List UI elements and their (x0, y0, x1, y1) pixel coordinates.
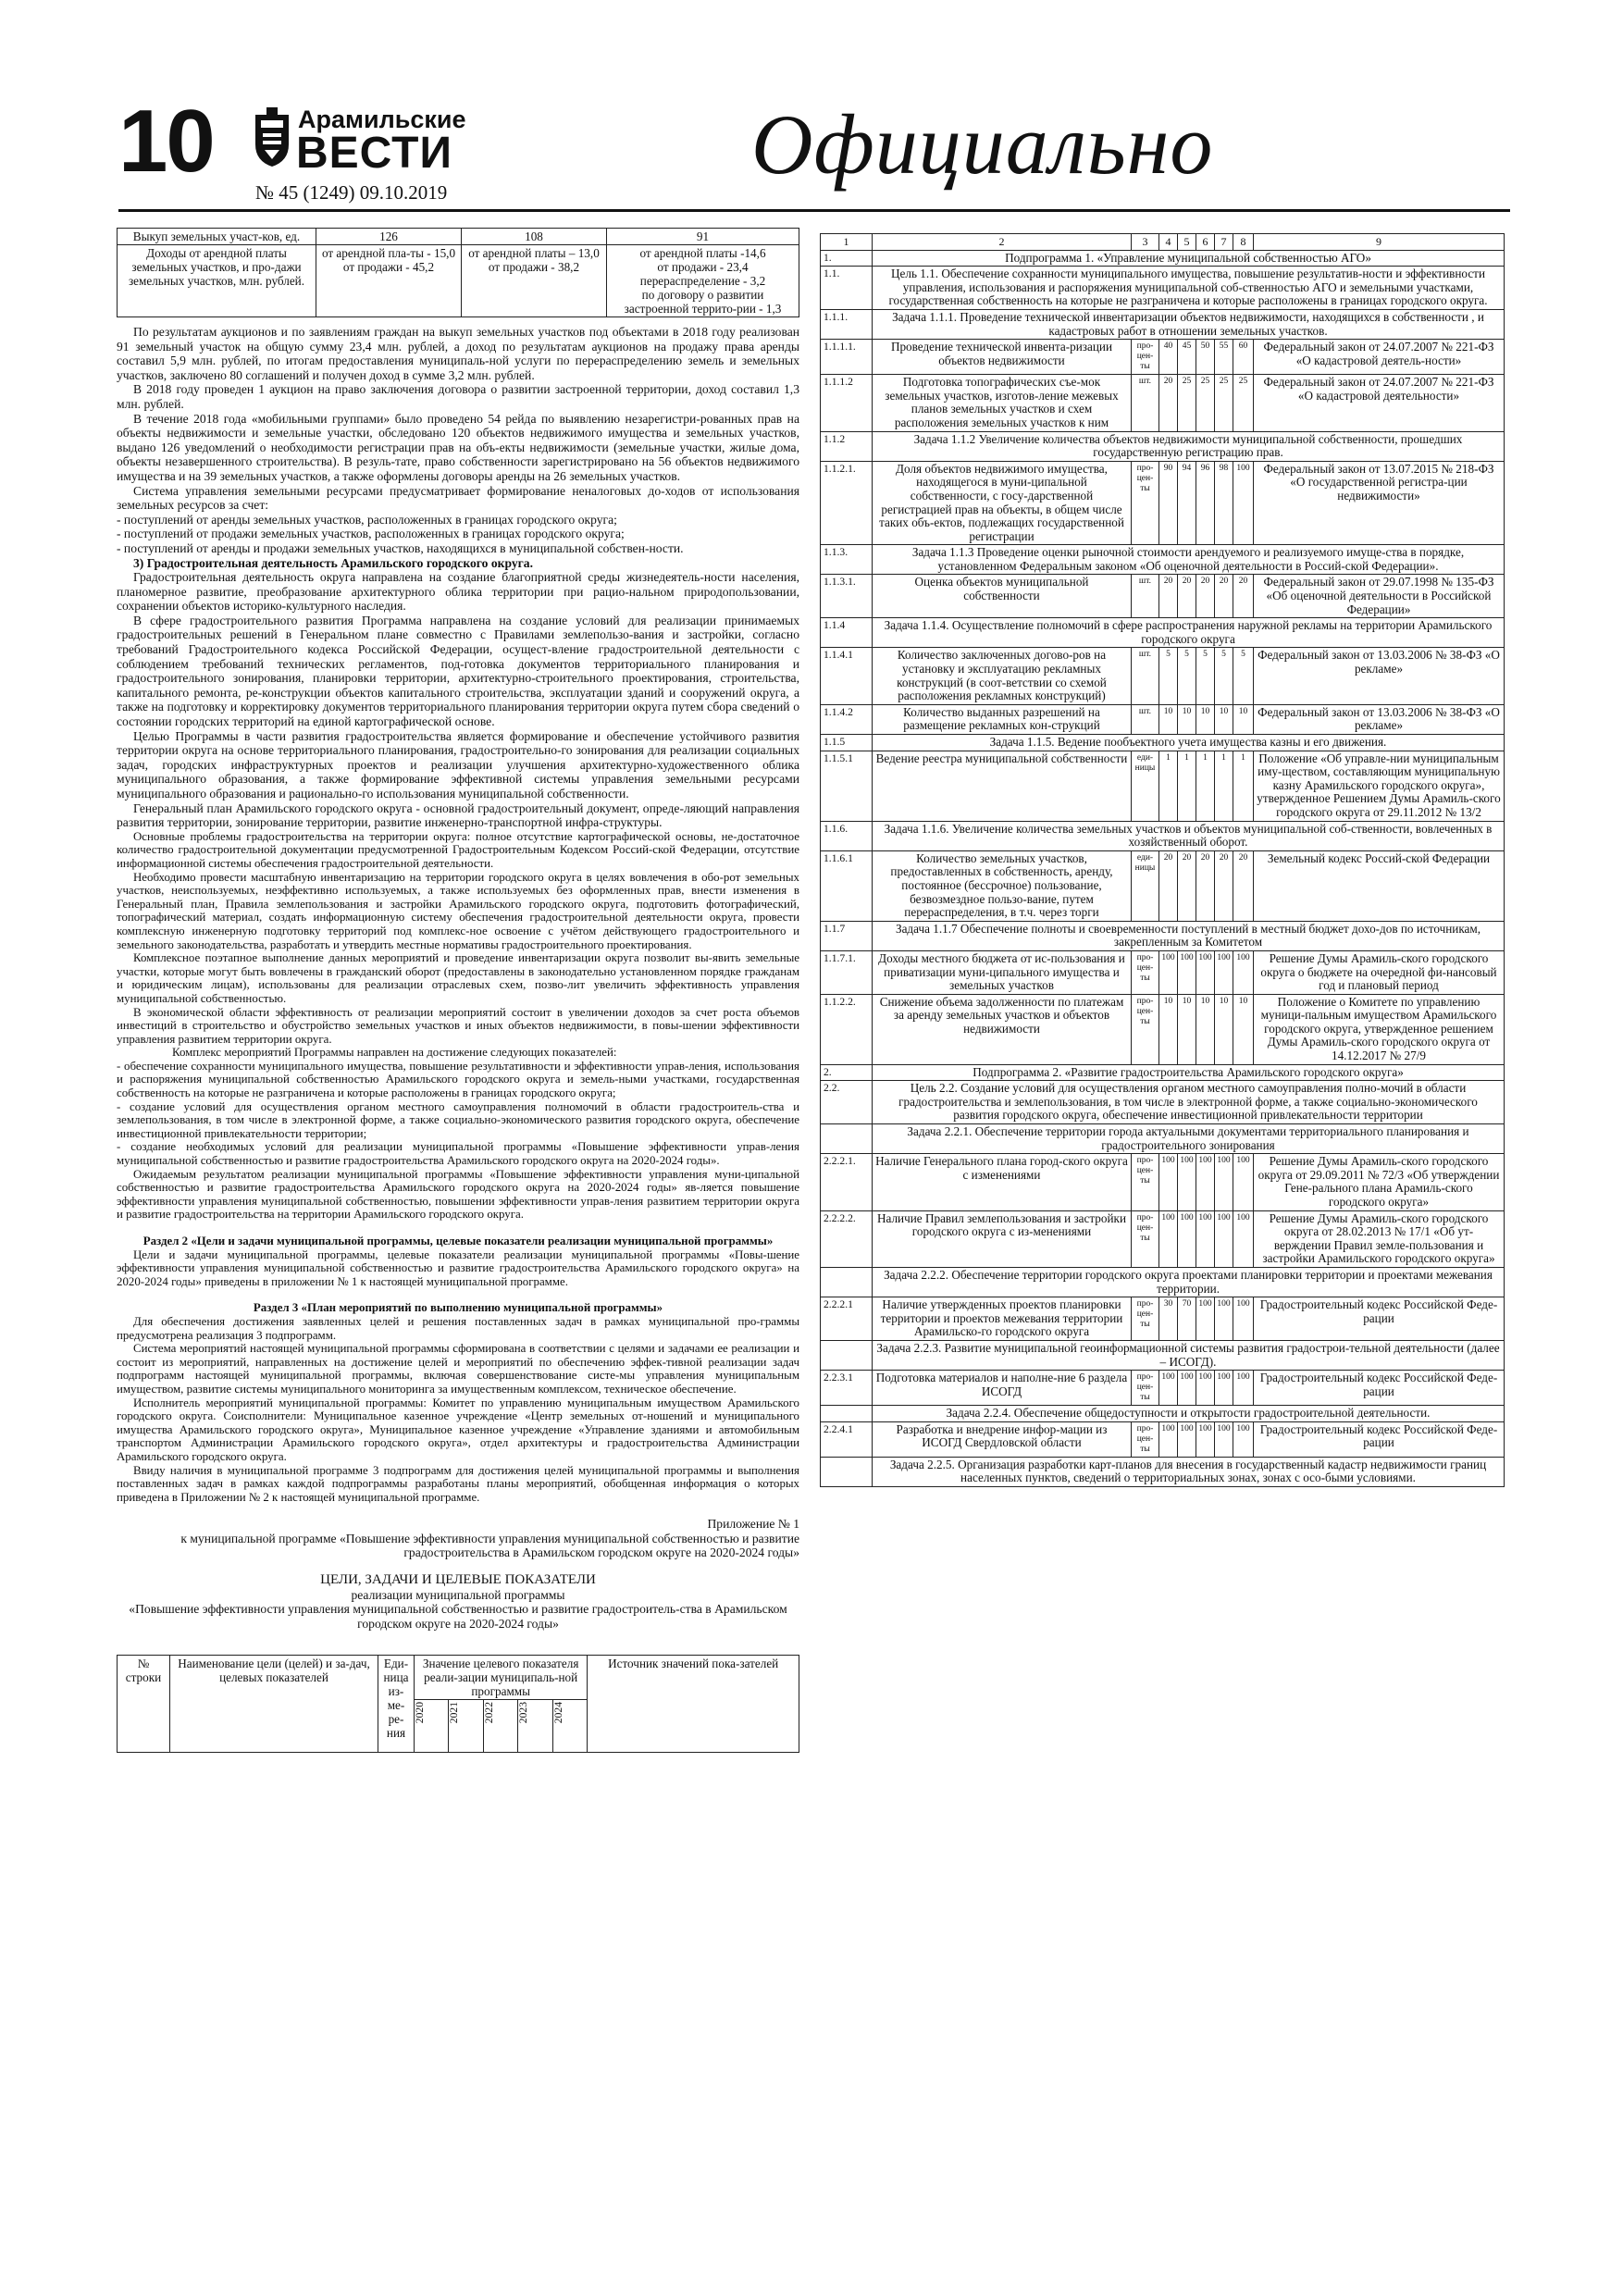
task-description: Задача 1.1.7 Обеспечение полноты и своевременности поступлений в местный бюджет дохо-дов по источникам, закрепленным за Комитетом (873, 921, 1505, 950)
indicator-name: Доходы местного бюджета от ис-пользования и приватизации муни-ципального имущества и земельных участков (873, 950, 1132, 994)
table-row (821, 994, 1505, 1064)
value-cell: 5 (1233, 648, 1254, 704)
value-cell: 100 (1178, 1371, 1196, 1406)
table-row (821, 1124, 1505, 1154)
value-cell: 10 (1233, 994, 1254, 1064)
value-cell: 5 (1196, 648, 1215, 704)
city-crest-icon (252, 107, 292, 168)
value-cell: 1 (1159, 751, 1178, 821)
paragraph: Градостроительная деятельность округа направлена на создание благоприятной среды жизнедеятель-ности населения, планомерное развитие, преобразование архитектурного облика территории при рацио-нальном природопользовании, сохранении объектов историко-культурного наследия. (117, 570, 799, 614)
table-row (821, 821, 1505, 850)
row-number: 1.1.7 (821, 921, 873, 950)
value-cell: 1 (1215, 751, 1233, 821)
value-cell: 20 (1215, 575, 1233, 618)
column-header: Источник значений пока-зателей (588, 1656, 799, 1753)
column-number: 6 (1196, 234, 1215, 251)
task-description: Задача 2.2.2. Обеспечение территории городского округа проектами планировки территории и проектами межевания территории. (873, 1267, 1505, 1297)
logo-title-big: ВЕСТИ (296, 129, 452, 178)
source-cell: Градостроительный кодекс Российской Феде-рации (1254, 1371, 1505, 1406)
unit-cell: про-цен-ты (1132, 1371, 1159, 1406)
value-cell: 100 (1196, 1154, 1215, 1210)
task-description: Задача 1.1.2 Увеличение количества объектов недвижимости муниципальной собственности, прошедших государственную регистрацию прав. (873, 431, 1505, 461)
row-number (821, 1340, 873, 1370)
paragraph: Для обеспечения достижения заявленных целей и решения поставленных задач в рамках муниципальной про-граммы предусмотрена реализация 3 подпрограмм. (117, 1314, 799, 1342)
paragraph: По результатам аукционов и по заявлениям граждан на выкуп земельных участков под объектами в 2018 году реализован 91 земельный участок на общую сумму 23,4 млн. рублей, а доход по результатам аукционов на продажу права аренды составил 5,9 млн. рублей, по итогам предоставления муниципаль-ной услуги по перераспределению земель и земельных участков, заключено 80 соглашений и получен доход в сумме 3,2 млн. рублей. (117, 325, 799, 382)
table-row (821, 921, 1505, 950)
indicator-name: Доля объектов недвижимого имущества, находящегося в муни-ципальной собственности, с госу-дарственной регистрацией прав на объекты, в общем числе таких объ-ектов, подлежащих государственной регистрации (873, 461, 1132, 545)
row-number: 1.1.3. (821, 545, 873, 575)
table-row (821, 461, 1505, 545)
row-number: 1.1.4.1 (821, 648, 873, 704)
value-cell: 100 (1215, 950, 1233, 994)
unit-cell: про-цен-ты (1132, 340, 1159, 375)
row-number (821, 1267, 873, 1297)
unit-cell: шт. (1132, 648, 1159, 704)
table-row (821, 545, 1505, 575)
value-cell: 70 (1178, 1297, 1196, 1341)
value-cell: 20 (1196, 575, 1215, 618)
year-header: 2020 (414, 1702, 426, 1724)
value-cell: 100 (1196, 950, 1215, 994)
value-cell: 10 (1196, 994, 1215, 1064)
row-number: 1.1.4 (821, 618, 873, 648)
goals-title: ЦЕЛИ, ЗАДАЧИ И ЦЕЛЕВЫЕ ПОКАЗАТЕЛИ (320, 1572, 596, 1588)
indicator-name: Наличие Генерального плана город-ского округа с изменениями (873, 1154, 1132, 1210)
table-row (821, 267, 1505, 310)
value-cell: 90 (1159, 461, 1178, 545)
value-cell: 100 (1159, 1154, 1178, 1210)
value-cell: 100 (1159, 1210, 1178, 1267)
value-cell: 100 (1215, 1371, 1233, 1406)
paragraph: Комплексное поэтапное выполнение данных мероприятий и проведение инвентаризации округа позволит вы-явить земельные участки, которые могут быть вовлечены в гражданский оборот (предоставлены в законодательно установленном порядке гражданам и юридическим лицам), использованы для реализации отраслевых схем, позво-лит увеличить эффективность управления муниципальной собственностью. (117, 951, 799, 1005)
table-row (821, 735, 1505, 751)
value-cell: 1 (1196, 751, 1215, 821)
unit-cell: еди-ницы (1132, 850, 1159, 921)
table-cell: Доходы от арендной платы земельных участков, и про-дажи земельных участков, млн. рублей. (118, 245, 316, 317)
value-cell: 25 (1178, 375, 1196, 431)
value-cell: 100 (1233, 1421, 1254, 1457)
column-number: 4 (1159, 234, 1178, 251)
task-description: Задача 1.1.4. Осуществление полномочий в сфере распространения наружной рекламы на территории Арамильского городского округа (873, 618, 1505, 648)
task-description: Задача 1.1.5. Ведение пообъектного учета имущества казны и его движения. (873, 735, 1505, 751)
issue-number: № 45 (1249) 09.10.2019 (255, 181, 448, 204)
row-number: 1.1.2.1. (821, 461, 873, 545)
table-cell: 126 (316, 229, 462, 245)
section-title: Официально (751, 97, 1214, 192)
column-number: 5 (1178, 234, 1196, 251)
list-item: - поступлений от аренды земельных участков, расположенных в границах городского округа; (117, 512, 617, 527)
row-number: 1.1.3.1. (821, 575, 873, 618)
unit-cell: про-цен-ты (1132, 1210, 1159, 1267)
row-number: 2.2.4.1 (821, 1421, 873, 1457)
source-cell: Решение Думы Арамиль-ского городского округа о бюджете на очередной фи-нансовый год и плановый период (1254, 950, 1505, 994)
unit-cell: шт. (1132, 704, 1159, 734)
indicator-name: Подготовка топографических съе-мок земельных участков, изготов-ление межевых планов земельных участков и схем расположения земельных участков к ним (873, 375, 1132, 431)
value-cell: 100 (1215, 1154, 1233, 1210)
unit-cell: про-цен-ты (1132, 950, 1159, 994)
unit-cell: про-цен-ты (1132, 1154, 1159, 1210)
paragraph: Основные проблемы градостроительства на территории округа: полное отсутствие картографической основы, не-достаточное количество градостроительной документации предусмотренной Градостроительным Кодексом Россий-ской Федерации, отсутствие информационной системы обеспечения градостроительной деятельности. (117, 829, 799, 870)
task-description: Цель 2.2. Создание условий для осуществления органом местного самоуправления полно-мочий в области градостроительства и землепользования, в том числе в электронной форме, а также социально-экономического развития городского округа, обеспечение инвестиционной привлекательности территории (873, 1081, 1505, 1124)
table-row (821, 704, 1505, 734)
section-heading: Раздел 2 «Цели и задачи муниципальной программы, целевые показатели реализации муниципальной программы» (142, 1235, 774, 1247)
value-cell: 20 (1196, 850, 1215, 921)
row-number: 2. (821, 1064, 873, 1081)
page-number: 10 (118, 92, 214, 191)
value-cell: 100 (1233, 950, 1254, 994)
table-row (821, 1421, 1505, 1457)
row-number (821, 1124, 873, 1154)
value-cell: 100 (1233, 1210, 1254, 1267)
table-cell: от арендной платы -14,6 от продажи - 23,4 перераспределение - 3,2 по договору о развитии застроенной террито-рии - 1,3 (607, 245, 799, 317)
value-cell: 94 (1178, 461, 1196, 545)
table-row (821, 1064, 1505, 1081)
table-row (821, 618, 1505, 648)
column-number: 8 (1233, 234, 1254, 251)
paragraph: Необходимо провести масштабную инвентаризацию на территории городского округа в целях вовлечения в обо-рот земельных участков, неиспользуемых, неэффективно используемых, а также используемых без оформленных прав, внести изменения в Генеральный план, Правила землепользования и застройки Арамильского городского округа, подготовить фотографический, топографический материал, создать информационную систему обеспечения градостроительной деятельности округа, провести комплексную инженерную подготовку территорий под комплекс-ное освоение с учётом действующего градостроительного и земельного законодательства, разработать и утвердить местные нормативы градостроительного проектирования. (117, 870, 799, 951)
task-description: Подпрограмма 1. «Управление муниципальной собственностью АГО» (873, 250, 1505, 267)
value-cell: 100 (1178, 1154, 1196, 1210)
table-row (821, 375, 1505, 431)
goals-subtitle: реализации муниципальной программы (351, 1587, 565, 1602)
value-cell: 30 (1159, 1297, 1178, 1341)
table-row (821, 1457, 1505, 1486)
list-item: - поступлений от аренды и продажи земельных участков, находящихся в муниципальной собствен-ности. (117, 540, 684, 555)
value-cell: 10 (1159, 704, 1178, 734)
value-cell: 100 (1196, 1210, 1215, 1267)
table-row (821, 1081, 1505, 1124)
paragraph: Ожидаемым результатом реализации муниципальной программы «Повышение эффективности управления муни-ципальной собственностью и развитие градостроительства Арамильского городского округа на 2020-2024 годы» яв-ляется повышение эффективности управления муниципальной собственностью, повышении эффективности управ-ления развитием территории округа и развитие градостроительства на территории Арамильского городского округа. (117, 1167, 799, 1222)
value-cell: 20 (1178, 575, 1196, 618)
value-cell: 1 (1178, 751, 1196, 821)
value-cell: 20 (1233, 575, 1254, 618)
value-cell: 100 (1196, 1297, 1215, 1341)
row-number: 1.1.6.1 (821, 850, 873, 921)
value-cell: 100 (1215, 1421, 1233, 1457)
source-cell: Федеральный закон от 24.07.2007 № 221-ФЗ «О кадастровой деятельности» (1254, 375, 1505, 431)
column-number: 9 (1254, 234, 1505, 251)
value-cell: 100 (1233, 1297, 1254, 1341)
value-cell: 100 (1196, 1421, 1215, 1457)
value-cell: 20 (1215, 850, 1233, 921)
unit-cell: про-цен-ты (1132, 461, 1159, 545)
table-row (821, 1340, 1505, 1370)
table-cell: от арендной пла-ты - 15,0 от продажи - 45,2 (316, 245, 462, 317)
paragraph: Система мероприятий настоящей муниципальной программы сформирована в соответствии с целями и задачами ее реализации и состоит из мероприятий, направленных на достижение целей и мероприятий по обеспечению эффек-тивной реализации задач подпрограмм настоящей муниципальной программы, включая совершенствование систе-мы управления муниципальным имуществом, развитие системы муниципального мониторинга за имущественным комплексом, техническое обеспечение. (117, 1342, 799, 1396)
value-cell: 100 (1215, 1210, 1233, 1267)
task-description: Цель 1.1. Обеспечение сохранности муниципального имущества, повышение результатив-ности и эффективности управления, использования и распоряжения муниципальной соб-ственностью АГО и земельными участками, государственная собственность на которые не разграничена и которые расположены в границах городского округа. (873, 267, 1505, 310)
row-number: 2.2. (821, 1081, 873, 1124)
source-cell: Федеральный закон от 24.07.2007 № 221-ФЗ «О кадастровой деятель-ности» (1254, 340, 1505, 375)
year-header: 2023 (517, 1702, 530, 1724)
column-header: Значение целевого показателя реали-зации муниципаль-ной программы (415, 1656, 588, 1700)
row-number: 1.1.5.1 (821, 751, 873, 821)
value-cell: 100 (1178, 1421, 1196, 1457)
table-row (821, 340, 1505, 375)
indicator-name: Оценка объектов муниципальной собственности (873, 575, 1132, 618)
table-row (821, 250, 1505, 267)
value-cell: 100 (1196, 1371, 1215, 1406)
unit-cell: про-цен-ты (1132, 1297, 1159, 1341)
source-cell: Земельный кодекс Россий-ской Федерации (1254, 850, 1505, 921)
value-cell: 10 (1233, 704, 1254, 734)
list-item: - поступлений от продажи земельных участков, расположенных в границах городского округа; (117, 527, 625, 541)
value-cell: 96 (1196, 461, 1215, 545)
value-cell: 100 (1159, 950, 1178, 994)
value-cell: 100 (1215, 1297, 1233, 1341)
paragraph: В экономической области эффективность от реализации мероприятий состоит в увеличении доходов за счет роста объемов инвестиций в строительство и обустройство земельных участков и иных объектов недвижимости, в повы-шении эффективности управления развитием территории округа. (117, 1005, 799, 1046)
value-cell: 10 (1178, 704, 1196, 734)
indicator-name: Ведение реестра муниципальной собственности (873, 751, 1132, 821)
table-cell: 91 (607, 229, 799, 245)
paragraph: Система управления земельными ресурсами предусматривает формирование неналоговых до-ходов от использования земельных ресурсов за счет: (117, 483, 799, 513)
list-item: - обеспечение сохранности муниципального имущества, повышение результативности и эффективности управ-ления, использования и распоряжения муниципальной собственностью Арамильского городского округа и земель-ными участками, государственная собственность на которые не разграничена и которые расположены в границах городского округа; (117, 1059, 799, 1100)
value-cell: 10 (1178, 994, 1196, 1064)
paragraph: Комплекс мероприятий Программы направлен на достижение следующих показателей: (172, 1046, 617, 1060)
value-cell: 25 (1215, 375, 1233, 431)
indicator-name: Разработка и внедрение инфор-мации из ИСОГД Свердловской области (873, 1421, 1132, 1457)
value-cell: 25 (1233, 375, 1254, 431)
value-cell: 55 (1215, 340, 1233, 375)
value-cell: 10 (1215, 704, 1233, 734)
value-cell: 20 (1159, 850, 1178, 921)
logo-title-small: Арамильские (298, 105, 466, 133)
row-number: 2.2.2.1. (821, 1154, 873, 1210)
table-row (118, 229, 799, 245)
unit-cell: еди-ницы (1132, 751, 1159, 821)
row-number (821, 1406, 873, 1422)
value-cell: 98 (1215, 461, 1233, 545)
column-number: 1 (821, 234, 873, 251)
value-cell: 5 (1178, 648, 1196, 704)
goals-table-header (117, 1655, 799, 1753)
value-cell: 20 (1178, 850, 1196, 921)
value-cell: 45 (1178, 340, 1196, 375)
indicator-name: Количество выданных разрешений на размещение рекламных кон-струкций (873, 704, 1132, 734)
row-number: 1.1.1. (821, 309, 873, 339)
table-row (821, 751, 1505, 821)
value-cell: 5 (1159, 648, 1178, 704)
value-cell: 100 (1233, 461, 1254, 545)
paragraph: Исполнитель мероприятий муниципальной программы: Комитет по управлению муниципальным имуществом Арамильского городского округа. Соисполнители: Муниципальное казенное учреждение «Центр земельных от-ношений и муниципального имущества Арамильского городского округа», Муниципальное казенное учреждение «Управление зданиями и автомобильным транспортом Администрации Арамильского городского округа», отдел архитектуры и градостроительства Администрации Арамильского городского округа. (117, 1396, 799, 1463)
row-number: 2.2.3.1 (821, 1371, 873, 1406)
column-number: 7 (1215, 234, 1233, 251)
value-cell: 40 (1159, 340, 1178, 375)
table-row (821, 1267, 1505, 1297)
paragraph: Целью Программы в части развития градостроительства является формирование и обеспечение устойчивого развития территории округа на основе территориального планирования, градостроительно-го зонирования для реализации социальных задач, городских инфраструктурных проектов и реализации улучшения архитектурно-художественного облика муниципального образования, а также формирование эффективной системы управления земельными ресурсами муниципального образования и рационально-го использования муниципальной собственности. (117, 728, 799, 800)
value-cell: 25 (1196, 375, 1215, 431)
indicator-name: Количество заключенных догово-ров на установку и эксплуатацию рекламных конструкций (в соот-ветствии со схемой расположения рекламных конструкций) (873, 648, 1132, 704)
row-number: 1.1.2.2. (821, 994, 873, 1064)
row-number: 1.1. (821, 267, 873, 310)
table-row (821, 950, 1505, 994)
table-cell: 108 (462, 229, 607, 245)
source-cell: Положение «Об управле-нии муниципальным иму-ществом, составляющим муниципальную казну Арамильского городского округа», утвержденное Решением Думы Арамиль-ского городского округа от 29.11.2012 № 13/2 (1254, 751, 1505, 821)
task-description: Задача 1.1.3 Проведение оценки рыночной стоимости арендуемого и реализуемого имуще-ства в порядке, установленном Федеральным законом «Об оценочной деятельности в Россий-ской Федерации». (873, 545, 1505, 575)
table-row (821, 1297, 1505, 1341)
source-cell: Решение Думы Арамиль-ского городского округа от 28.02.2013 № 17/1 «Об ут-верждении Правил земле-пользования и застройки Арамильского городского округа» (1254, 1210, 1505, 1267)
unit-cell: про-цен-ты (1132, 1421, 1159, 1457)
source-cell: Решение Думы Арамиль-ского городского округа от 29.09.2011 № 72/3 «Об утверждении Гене-рального плана Арамиль-ского городского округа» (1254, 1154, 1505, 1210)
paragraph: В течение 2018 года «мобильными группами» было проведено 54 рейда по выявлению незарегистри-рованных прав на объекты недвижимости и земельные участки, обследовано 120 объектов недвижимого имущества и земельных участков, выдано 126 уведомлений о необходимости регистрации прав на объ-екты недвижимости (земельные участки, жилые дома, объекты незавершенного строительства). В резуль-тате, право собственности зарегистрировано на 56 объектов недвижимого имущества и на 39 земельных участков, а также оформлены договоры аренды на 26 земельных участков. (117, 411, 799, 483)
unit-cell: про-цен-ты (1132, 994, 1159, 1064)
source-cell: Федеральный закон от 29.07.1998 № 135-ФЗ «Об оценочной деятельности в Российской Федерации» (1254, 575, 1505, 618)
task-description: Задача 1.1.1. Проведение технической инвентаризации объектов недвижимости, находящихся в собственности , и кадастровых работ в отношении земельных участков. (873, 309, 1505, 339)
row-number: 1.1.7.1. (821, 950, 873, 994)
table-row (821, 309, 1505, 339)
value-cell: 10 (1159, 994, 1178, 1064)
source-cell: Федеральный закон от 13.07.2015 № 218-ФЗ «О государственной регистра-ции недвижимости» (1254, 461, 1505, 545)
goals-subtitle: «Повышение эффективности управления муниципальной собственностью и развитие градостроитель-ства в Арамильском городском округе на 2020-2024 годы» (129, 1602, 787, 1631)
row-number: 1.1.2 (821, 431, 873, 461)
table-row (821, 1154, 1505, 1210)
value-cell: 60 (1233, 340, 1254, 375)
left-column (117, 228, 799, 1753)
task-description: Задача 2.2.3. Развитие муниципальной геоинформационной системы развития градострои-тельной деятельности (далее – ИСОГД). (873, 1340, 1505, 1370)
value-cell: 10 (1215, 994, 1233, 1064)
value-cell: 100 (1159, 1371, 1178, 1406)
paragraph: Генеральный план Арамильского городского округа - основной градостроительный документ, опреде-ляющий направления развития территории, зонирование территории, развитие инженерно-транспортной инфра-структуры. (117, 800, 799, 830)
value-cell: 50 (1196, 340, 1215, 375)
indicator-name: Проведение технической инвента-ризации объектов недвижимости (873, 340, 1132, 375)
task-description: Задача 2.2.5. Организация разработки карт-планов для внесения в государственный кадастр недвижимости границ населенных пунктов, сведений о территориальных зонах, зонах с осо-быми условиями. (873, 1457, 1505, 1486)
newspaper-logo (252, 102, 483, 176)
source-cell: Федеральный закон от 13.03.2006 № 38-ФЗ «О рекламе» (1254, 648, 1505, 704)
table-row (118, 1656, 799, 1700)
table-cell: от арендной платы – 13,0 от продажи - 38,2 (462, 245, 607, 317)
task-description: Задача 2.2.4. Обеспечение общедоступности и открытости градостроительной деятельности. (873, 1406, 1505, 1422)
paragraph: Ввиду наличия в муниципальной программе 3 подпрограмм для достижения целей муниципальной программы и выполнения поставленных задач в рамках каждой подпрограммы разработаны планы мероприятий, обобщенная информация о которых приведена в Приложении № 2 к настоящей муниципальной программе. (117, 1463, 799, 1504)
table-row (821, 1406, 1505, 1422)
table-row (821, 1210, 1505, 1267)
list-item: - создание необходимых условий для реализации муниципальной программы «Повышение эффективности управ-ления муниципальной собственностью и развитие градостроительства Арамильского городского округа на 2020-2024 годы». (117, 1140, 799, 1168)
column-number: 2 (873, 234, 1132, 251)
indicator-name: Наличие утвержденных проектов планировки территории и проектов межевания территории Арамильско-го городского округа (873, 1297, 1132, 1341)
goals-table (820, 233, 1505, 1487)
value-cell: 20 (1159, 375, 1178, 431)
value-cell: 100 (1233, 1154, 1254, 1210)
year-header: 2022 (482, 1702, 495, 1724)
value-cell: 100 (1159, 1421, 1178, 1457)
task-description: Подпрограмма 2. «Развитие градостроительства Арамильского городского округа» (873, 1064, 1505, 1081)
task-description: Задача 1.1.6. Увеличение количества земельных участков и объектов муниципальной соб-ственности, вовлеченных в хозяйственный оборот. (873, 821, 1505, 850)
appendix-subtitle: к муниципальной программе «Повышение эффективности управления муниципальной собственностью и развитие градостроительства в Арамильском городском округе на 2020-2024 годы» (180, 1531, 799, 1560)
list-item: - создание условий для осуществления органом местного самоуправления полномочий в области градостроитель-ства и землепользования, в том числе в электронной форме, а также социально-экономического развития городского округа, обеспечение инвестиционной привлекательности территории; (117, 1099, 799, 1140)
indicator-name: Наличие Правил землепользования и застройки городского округа с из-менениями (873, 1210, 1132, 1267)
source-cell: Положение о Комитете по управлению муници-пальным имуществом Арамильского городского округа, утвержденное решением Думы Арамиль-ского городского округа от 14.12.2017 № 27/9 (1254, 994, 1505, 1064)
value-cell: 100 (1178, 1210, 1196, 1267)
row-number: 1.1.6. (821, 821, 873, 850)
value-cell: 20 (1159, 575, 1178, 618)
value-cell: 10 (1196, 704, 1215, 734)
subsection-heading: 3) Градостроительная деятельность Арамильского городского округа. (133, 555, 533, 570)
income-table (117, 228, 799, 317)
paragraph: Цели и задачи муниципальной программы, целевые показатели реализации муниципальной программы «Повы-шение эффективности управления муниципальной собственностью и развитие градостроительства Арамильского городского округа» на 2020-2024 годы» приведены в приложении № 1 к настоящей муниципальной программе. (117, 1247, 799, 1288)
row-number: 1.1.1.1. (821, 340, 873, 375)
source-cell: Федеральный закон от 13.03.2006 № 38-ФЗ «О рекламе» (1254, 704, 1505, 734)
appendix-title: Приложение № 1 (707, 1517, 799, 1532)
indicator-name: Количество земельных участков, предоставленных в собственность, аренду, постоянное (бессрочное) пользование, безвозмездное пользо-вание, путем перераспределения, в т.ч. через торги (873, 850, 1132, 921)
paragraph: В сфере градостроительного развития Программа направлена на создание условий для реализации принимаемых градостроительных решений в Генеральном плане совместно с Правилами землепользо-вания и застройки, согласно требований Градостроительного кодекса Российской Федерации, осущест-вление градостроительной деятельности с соблюдением требований технических регламентов, под-готовка документов территориального планирования и градостроительного зонирования, планировки территории, архитектурно-строительного проектирования, строительства, капитального ремонта, ре-конструкции объектов капитального строительства, эксплуатации зданий и сооружений округа, а также на подготовку и корректировку документов территориального планирования территории округа путем сбора сведений о состоянии городских территорий на единой картографической основе. (117, 613, 799, 729)
column-header: Еди-ница из-ме-ре-ния (378, 1656, 415, 1753)
row-number: 2.2.2.1 (821, 1297, 873, 1341)
paragraph: В 2018 году проведен 1 аукцион на право заключения договора о развитии застроенной территории, доход составил 1,3 млн. рублей. (117, 382, 799, 411)
table-row (821, 648, 1505, 704)
column-header: № строки (118, 1656, 170, 1753)
row-number: 2.2.2.2. (821, 1210, 873, 1267)
header-divider (118, 209, 1510, 212)
indicator-name: Подготовка материалов и наполне-ние 6 раздела ИСОГД (873, 1371, 1132, 1406)
table-cell: Выкуп земельных участ-ков, ед. (118, 229, 316, 245)
year-header: 2024 (551, 1702, 564, 1724)
source-cell: Градостроительный кодекс Российской Феде-рации (1254, 1421, 1505, 1457)
row-number: 1.1.4.2 (821, 704, 873, 734)
table-header-row (821, 234, 1505, 251)
right-column (820, 233, 1505, 1487)
column-header: Наименование цели (целей) и за-дач, целевых показателей (170, 1656, 378, 1753)
row-number: 1.1.5 (821, 735, 873, 751)
task-description: Задача 2.2.1. Обеспечение территории города актуальными документами территориального планирования и градостроительного зонирования (873, 1124, 1505, 1154)
source-cell: Градостроительный кодекс Российской Феде-рации (1254, 1297, 1505, 1341)
value-cell: 100 (1233, 1371, 1254, 1406)
unit-cell: шт. (1132, 575, 1159, 618)
indicator-name: Снижение объема задолженности по платежам за аренду земельных участков и объектов недвижимости (873, 994, 1132, 1064)
section-heading: Раздел 3 «План мероприятий по выполнению муниципальной программы» (253, 1301, 663, 1315)
value-cell: 20 (1233, 850, 1254, 921)
table-row (821, 850, 1505, 921)
value-cell: 1 (1233, 751, 1254, 821)
year-header: 2021 (448, 1702, 461, 1724)
unit-cell: шт. (1132, 375, 1159, 431)
value-cell: 5 (1215, 648, 1233, 704)
table-row (821, 575, 1505, 618)
row-number: 1.1.1.2 (821, 375, 873, 431)
table-row (118, 245, 799, 317)
table-row (821, 431, 1505, 461)
value-cell: 100 (1178, 950, 1196, 994)
column-number: 3 (1132, 234, 1159, 251)
row-number: 1. (821, 250, 873, 267)
table-row (821, 1371, 1505, 1406)
row-number (821, 1457, 873, 1486)
